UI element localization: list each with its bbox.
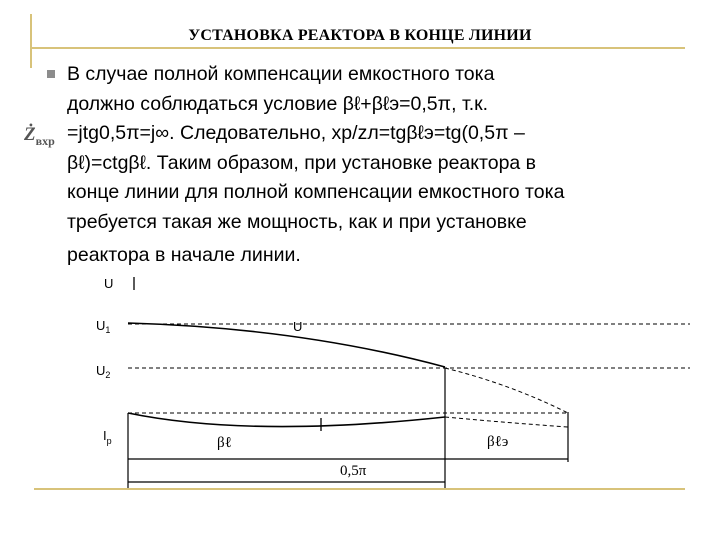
beta-le-label: βℓэ [487,434,509,450]
input-impedance-symbol-sub: вхр [35,133,55,148]
i-curve-extension [445,417,568,427]
label-u1: $U_1$ [96,318,111,335]
paragraph-line: βℓ)=ctgβℓ. Таким образом, при установке реактора в [67,151,537,174]
u-curve-extension [445,368,568,413]
paragraph-line: должно соблюдаться условие βℓ+βℓэ=0,5π, т.к. [67,92,489,115]
axis-label-u: U [104,276,114,291]
beta-l-label: βℓ [217,435,232,451]
label-u2: $U_2$ [96,363,111,380]
u-curve [128,323,445,367]
paragraph-line: реактора в начале линии. [67,244,301,266]
half-pi-label: 0,5π [340,463,367,479]
label-ip: $I_р$ [103,428,112,446]
i-curve [128,413,445,427]
paragraph-line: требуется такая же мощность, как и при установке [67,210,527,233]
slide-title: УСТАНОВКА РЕАКТОРА В КОНЦЕ ЛИНИИ [188,27,532,44]
u-curve-label: U [293,319,303,334]
paragraph-line: В случае полной компенсации емкостного тока [67,63,495,85]
paragraph-line: конце линии для полной компенсации емкостного тока [67,181,565,203]
paragraph-line: =jtg0,5π=j∞. Следовательно, xр/zл=tgβℓэ=tg(0,5π – [67,122,525,144]
input-impedance-symbol-main: Ż [24,124,36,145]
